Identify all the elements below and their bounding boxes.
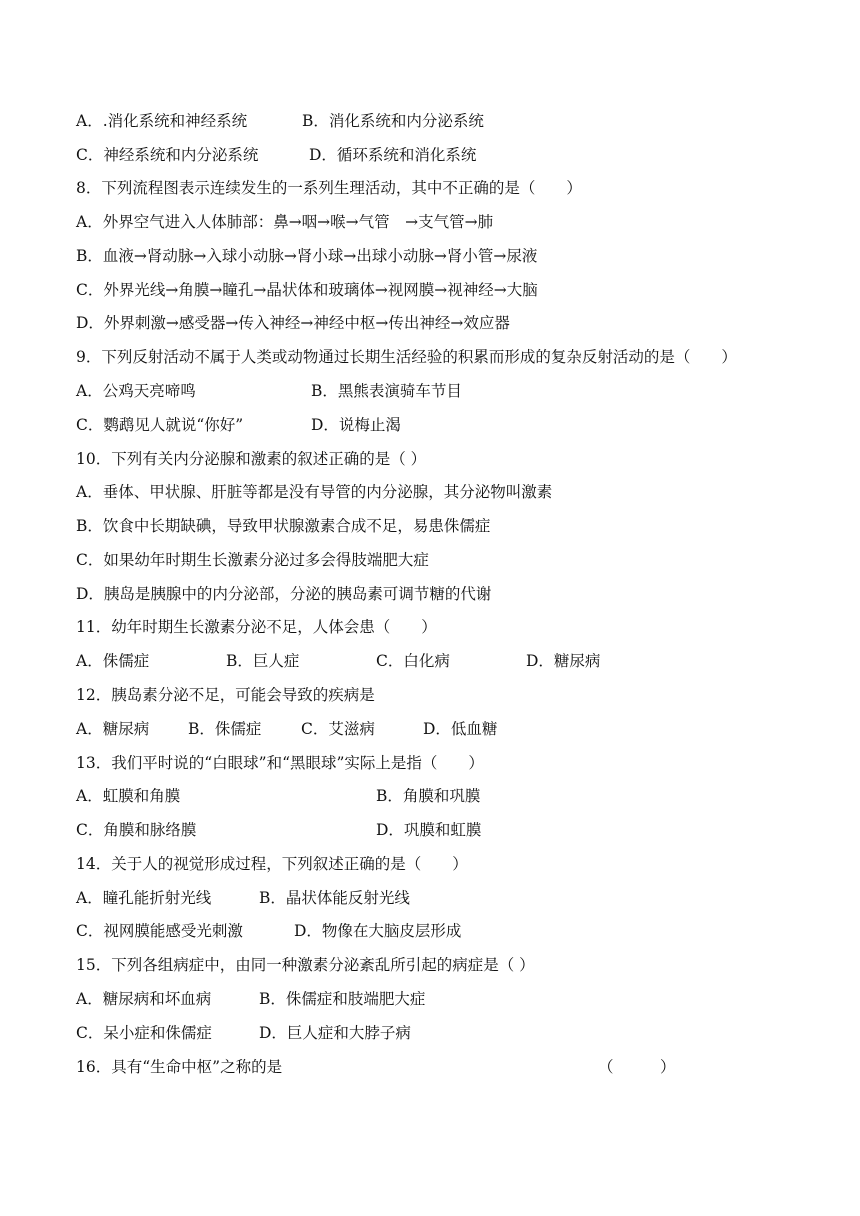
option-b: B．消化系统和内分泌系统 (302, 112, 484, 130)
option-c: C．视网膜能感受光刺激 (76, 922, 243, 940)
option-b: B．晶状体能反射光线 (259, 889, 410, 907)
question-text: 14．关于人的视觉形成过程，下列叙述正确的是（ ） (76, 855, 468, 873)
option-a: A．瞳孔能折射光线 (76, 889, 212, 907)
question-text: 8．下列流程图表示连续发生的一系列生理活动，其中不正确的是（ ） (76, 179, 582, 197)
option-b: B．侏儒症和肢端肥大症 (259, 990, 426, 1008)
option-d: D．低血糖 (423, 720, 498, 738)
question-text: 15．下列各组病症中，由同一种激素分泌紊乱所引起的病症是（ ） (76, 956, 535, 974)
option-a: A．侏儒症 (76, 652, 150, 670)
option-c: C．艾滋病 (301, 720, 375, 738)
option-d: D．糖尿病 (526, 652, 601, 670)
option-d: D．说梅止渴 (311, 416, 401, 434)
option-d: D．胰岛是胰腺中的内分泌部，分泌的胰岛素可调节糖的代谢 (76, 585, 492, 603)
question-text: 9．下列反射活动不属于人类或动物通过长期生活经验的积累而形成的复杂反射活动的是（ ） (76, 348, 737, 366)
option-d: D．循环系统和消化系统 (309, 146, 477, 164)
option-d: D．物像在大脑皮层形成 (294, 922, 462, 940)
option-a: A．公鸡天亮啼鸣 (76, 382, 196, 400)
question-text: 13．我们平时说的“白眼球”和“黑眼球”实际上是指（ ） (76, 754, 484, 772)
option-b: B．饮食中长期缺碘，导致甲状腺激素合成不足，易患侏儒症 (76, 517, 491, 535)
option-b: B．黑熊表演骑车节目 (311, 382, 462, 400)
option-a: A．虹膜和角膜 (76, 787, 181, 805)
question-text: 16．具有“生命中枢”之称的是 (76, 1058, 283, 1076)
option-b: B．侏儒症 (188, 720, 262, 738)
option-d: D．外界刺激→感受器→传入神经→神经中枢→传出神经→效应器 (76, 314, 510, 332)
option-a: A．垂体、甲状腺、肝脏等都是没有导管的内分泌腺，其分泌物叫激素 (76, 483, 553, 501)
question-text: 12．胰岛素分泌不足，可能会导致的疾病是 (76, 686, 375, 704)
option-a: A．糖尿病 (76, 720, 150, 738)
option-c: C．鹦鹉见人就说“你好” (76, 416, 244, 434)
question-text: 11．幼年时期生长激素分泌不足，人体会患（ ） (76, 618, 437, 636)
option-d: D．巨人症和大脖子病 (259, 1024, 411, 1042)
question-text: 10．下列有关内分泌腺和激素的叙述正确的是（ ） (76, 450, 427, 468)
option-c: C．白化病 (376, 652, 450, 670)
option-a: A．糖尿病和坏血病 (76, 990, 212, 1008)
option-c: C．呆小症和侏儒症 (76, 1024, 212, 1042)
option-a: A．.消化系统和神经系统 (76, 112, 248, 130)
option-b: B．巨人症 (226, 652, 300, 670)
option-b: B．角膜和巩膜 (376, 787, 481, 805)
option-c: C．角膜和脉络膜 (76, 821, 197, 839)
question-16 (76, 1057, 676, 1137)
option-c: C．神经系统和内分泌系统 (76, 146, 259, 164)
option-c: C．如果幼年时期生长激素分泌过多会得肢端肥大症 (76, 551, 429, 569)
option-d: D．巩膜和虹膜 (376, 821, 482, 839)
option-b: B．血液→肾动脉→入球小动脉→肾小球→出球小动脉→肾小管→尿液 (76, 247, 538, 265)
answer-blank: （ ） (598, 1058, 676, 1076)
option-c: C．外界光线→角膜→瞳孔→晶状体和玻璃体→视网膜→视神经→大脑 (76, 281, 538, 299)
option-a: A．外界空气进入人体肺部：鼻→咽→喉→气管 →支气管→肺 (76, 213, 494, 231)
